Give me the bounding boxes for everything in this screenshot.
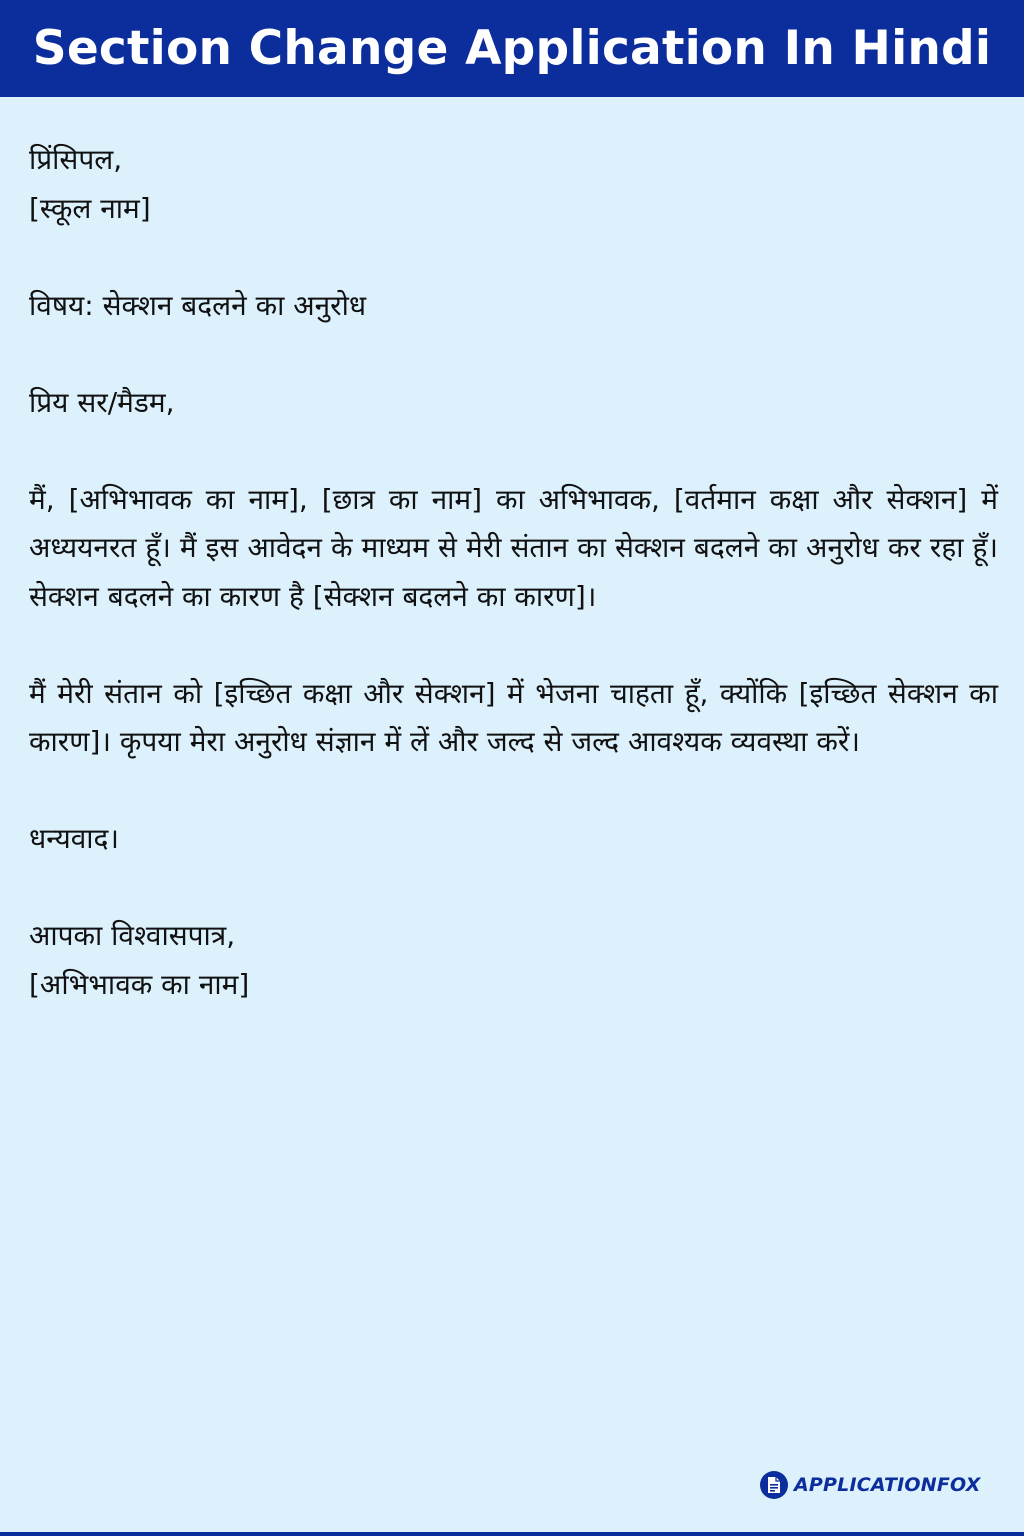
page-title: Section Change Application In Hindi	[32, 21, 992, 76]
recipient-line: प्रिंसिपल,	[29, 143, 123, 176]
footer-divider	[0, 1532, 1024, 1536]
school-line: [स्कूल नाम]	[29, 191, 151, 225]
body-paragraph-1: मैं, [अभिभावक का नाम], [छात्र का नाम] का अभिभावक, [वर्तमान कक्षा और सेक्शन] में अध्ययनरत हूँ। मैं इस आवेदन के माध्यम से मेरी संतान का सेक्शन बदलने का अनुरोध कर रहा हूँ। सेक्शन बदलने का कारण है [सेक्शन बदलने का कारण]।	[29, 482, 998, 613]
spacer	[29, 864, 998, 913]
body-paragraph-2: मैं मेरी संतान को [इच्छित कक्षा और सेक्शन] में भेजना चाहता हूँ, क्योंकि [इच्छित सेक्शन का कारण]। कृपया मेरा अनुरोध संज्ञान में लें और जल्द से जल्द आवश्यक व्यवस्था करें।	[29, 676, 998, 758]
spacer	[29, 621, 998, 670]
brand-logo	[760, 1469, 981, 1501]
spacer	[29, 427, 998, 476]
spacer	[29, 330, 998, 379]
subject-line: विषय: सेक्शन बदलने का अनुरोध	[29, 288, 367, 322]
spacer	[29, 233, 998, 282]
signature-line: [अभिभावक का नाम]	[29, 967, 250, 1001]
letter-body	[29, 136, 998, 1009]
closing-line: आपका विश्वासपात्र,	[29, 919, 236, 952]
thanks-line: धन्यवाद।	[29, 822, 120, 855]
brand-name: APPLICATIONFOX	[794, 1474, 981, 1496]
header-banner	[0, 0, 1024, 97]
spacer	[29, 767, 998, 816]
document-icon	[760, 1471, 788, 1499]
salutation-line: प्रिय सर/मैडम,	[29, 385, 175, 419]
